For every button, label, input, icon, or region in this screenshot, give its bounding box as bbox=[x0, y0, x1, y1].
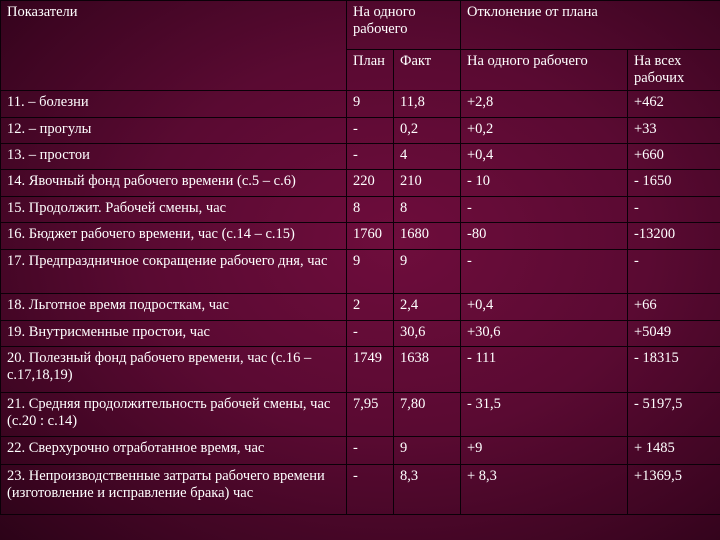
header-dev-all-workers: На всех рабочих bbox=[628, 50, 720, 91]
row-label: 16. Бюджет рабочего времени, час (с.14 – с.15) bbox=[1, 223, 347, 250]
row-dev-all: - 18315 bbox=[628, 347, 720, 393]
row-plan: 8 bbox=[347, 197, 394, 223]
row-plan: 1760 bbox=[347, 223, 394, 250]
table-row bbox=[1, 437, 720, 465]
row-label: 20. Полезный фонд рабочего времени, час (с.16 – с.17,18,19) bbox=[1, 347, 347, 393]
row-dev-one: +30,6 bbox=[461, 321, 628, 347]
table-row bbox=[1, 250, 720, 294]
row-dev-all: +66 bbox=[628, 294, 720, 321]
table-row bbox=[1, 347, 720, 393]
row-label: 11. – болезни bbox=[1, 91, 347, 118]
row-dev-one: - 111 bbox=[461, 347, 628, 393]
row-fact: 2,4 bbox=[394, 294, 461, 321]
row-dev-all: - 1650 bbox=[628, 170, 720, 197]
row-label: 18. Льготное время подросткам, час bbox=[1, 294, 347, 321]
table-row bbox=[1, 118, 720, 144]
header-indicator: Показатели bbox=[1, 1, 347, 91]
row-dev-all: -13200 bbox=[628, 223, 720, 250]
row-dev-one: - bbox=[461, 250, 628, 294]
row-dev-all: - bbox=[628, 250, 720, 294]
row-plan: 7,95 bbox=[347, 393, 394, 437]
row-label: 22. Сверхурочно отработанное время, час bbox=[1, 437, 347, 465]
row-dev-one: +2,8 bbox=[461, 91, 628, 118]
row-dev-one: +0,4 bbox=[461, 294, 628, 321]
row-label: 21. Средняя продолжительность рабочей смены, час (с.20 : с.14) bbox=[1, 393, 347, 437]
row-label: 14. Явочный фонд рабочего времени (с.5 – с.6) bbox=[1, 170, 347, 197]
row-dev-one: +0,2 bbox=[461, 118, 628, 144]
row-dev-one: +9 bbox=[461, 437, 628, 465]
table-row bbox=[1, 393, 720, 437]
row-fact: 7,80 bbox=[394, 393, 461, 437]
row-dev-one: - 31,5 bbox=[461, 393, 628, 437]
row-label: 15. Продолжит. Рабочей смены, час bbox=[1, 197, 347, 223]
row-dev-all: - 5197,5 bbox=[628, 393, 720, 437]
row-fact: 210 bbox=[394, 170, 461, 197]
row-plan: 1749 bbox=[347, 347, 394, 393]
table-row bbox=[1, 197, 720, 223]
row-fact: 30,6 bbox=[394, 321, 461, 347]
row-fact: 4 bbox=[394, 144, 461, 170]
row-fact: 1680 bbox=[394, 223, 461, 250]
row-dev-all: +462 bbox=[628, 91, 720, 118]
row-plan: - bbox=[347, 321, 394, 347]
row-fact: 11,8 bbox=[394, 91, 461, 118]
row-dev-all: +33 bbox=[628, 118, 720, 144]
row-fact: 9 bbox=[394, 437, 461, 465]
table-row bbox=[1, 223, 720, 250]
row-plan: - bbox=[347, 437, 394, 465]
row-plan: 220 bbox=[347, 170, 394, 197]
row-dev-one: -80 bbox=[461, 223, 628, 250]
row-dev-all: +1369,5 bbox=[628, 465, 720, 515]
row-plan: 9 bbox=[347, 250, 394, 294]
row-dev-all: +660 bbox=[628, 144, 720, 170]
header-deviation: Отклонение от плана bbox=[461, 1, 720, 50]
table-row bbox=[1, 294, 720, 321]
header-per-worker: На одного рабочего bbox=[347, 1, 461, 50]
row-plan: - bbox=[347, 144, 394, 170]
row-label: 13. – простои bbox=[1, 144, 347, 170]
row-dev-one: - bbox=[461, 197, 628, 223]
row-plan: 9 bbox=[347, 91, 394, 118]
row-plan: 2 bbox=[347, 294, 394, 321]
row-dev-all: +5049 bbox=[628, 321, 720, 347]
row-plan: - bbox=[347, 465, 394, 515]
row-fact: 0,2 bbox=[394, 118, 461, 144]
header-row-1 bbox=[1, 1, 720, 50]
row-label: 17. Предпраздничное сокращение рабочего дня, час bbox=[1, 250, 347, 294]
row-label: 12. – прогулы bbox=[1, 118, 347, 144]
row-dev-all: - bbox=[628, 197, 720, 223]
table-row bbox=[1, 465, 720, 515]
header-fact: Факт bbox=[394, 50, 461, 91]
table-row bbox=[1, 321, 720, 347]
row-dev-one: +0,4 bbox=[461, 144, 628, 170]
header-dev-per-worker: На одного рабочего bbox=[461, 50, 628, 91]
table-row bbox=[1, 170, 720, 197]
row-fact: 9 bbox=[394, 250, 461, 294]
row-dev-one: - 10 bbox=[461, 170, 628, 197]
header-plan: План bbox=[347, 50, 394, 91]
table-row bbox=[1, 91, 720, 118]
row-dev-one: + 8,3 bbox=[461, 465, 628, 515]
row-plan: - bbox=[347, 118, 394, 144]
row-label: 19. Внутрисменные простои, час bbox=[1, 321, 347, 347]
row-fact: 8 bbox=[394, 197, 461, 223]
table-row bbox=[1, 144, 720, 170]
row-fact: 8,3 bbox=[394, 465, 461, 515]
row-dev-all: + 1485 bbox=[628, 437, 720, 465]
row-label: 23. Непроизводственные затраты рабочего времени (изготовление и исправление брака) час bbox=[1, 465, 347, 515]
row-fact: 1638 bbox=[394, 347, 461, 393]
